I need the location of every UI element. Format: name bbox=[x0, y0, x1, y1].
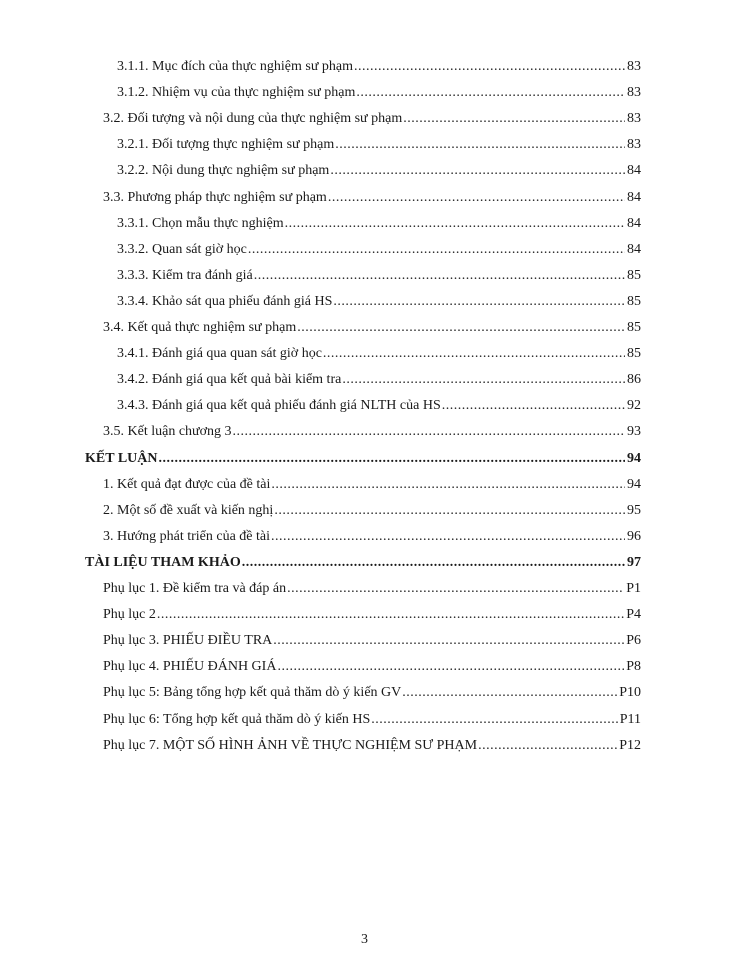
toc-entry bbox=[103, 727, 641, 755]
toc-entry bbox=[103, 413, 641, 441]
toc-entry-label: 3.3.2. Quan sát giờ học bbox=[117, 241, 247, 257]
toc-entry bbox=[117, 48, 641, 76]
toc-entry-label: Phụ lục 5: Bảng tổng hợp kết quả thăm dò ý kiến GV bbox=[103, 685, 402, 701]
toc-entry-page: 93 bbox=[627, 424, 641, 440]
toc-entry-label: KẾT LUẬN bbox=[85, 450, 158, 466]
toc-entry-label: 3.1.2. Nhiệm vụ của thực nghiệm sư phạm bbox=[117, 85, 356, 101]
toc-entry bbox=[117, 387, 641, 415]
toc-entry-label: 3.3. Phương pháp thực nghiệm sư phạm bbox=[103, 189, 327, 205]
toc-entry bbox=[103, 570, 641, 598]
toc-entry-label: 3.4.1. Đánh giá qua quan sát giờ học bbox=[117, 346, 322, 362]
toc-entry-label: 3.1.1. Mục đích của thực nghiệm sư phạm bbox=[117, 59, 354, 74]
toc-entry bbox=[117, 126, 641, 154]
toc-entry-label: Phụ lục 3. PHIẾU ĐIỀU TRA bbox=[103, 633, 273, 649]
toc-entry-label: 3.2. Đối tượng và nội dung của thực nghiệm sư phạm bbox=[103, 111, 403, 127]
toc-entry bbox=[85, 440, 641, 468]
toc-entry bbox=[117, 231, 641, 259]
toc-entry bbox=[85, 544, 641, 572]
toc-entry-label: 3.3.4. Khảo sát qua phiếu đánh giá HS bbox=[117, 293, 333, 309]
toc-entry-page: P11 bbox=[619, 711, 641, 727]
toc-entry-page: P1 bbox=[626, 581, 641, 596]
toc-entry-page: 86 bbox=[627, 372, 641, 388]
toc-entry bbox=[103, 648, 641, 676]
toc-entry bbox=[103, 674, 641, 702]
toc-entry-page: P10 bbox=[619, 685, 641, 701]
toc-entry-page: P6 bbox=[626, 633, 641, 649]
toc-entry-label: 3.3.1. Chọn mẫu thực nghiệm bbox=[117, 215, 284, 231]
toc-entry-page: 92 bbox=[627, 398, 641, 414]
toc-entry-page: 85 bbox=[627, 293, 641, 309]
toc-entry-page: 83 bbox=[627, 59, 641, 74]
toc-entry-page: 84 bbox=[627, 215, 641, 231]
toc-entry-page: 84 bbox=[627, 189, 641, 205]
toc-entry-label: TÀI LIỆU THAM KHẢO bbox=[85, 554, 241, 570]
toc-entry bbox=[103, 309, 641, 337]
toc-entry-page: P4 bbox=[626, 607, 641, 623]
toc-entry-label: 3.4.2. Đánh giá qua kết quả bài kiểm tra bbox=[117, 372, 342, 388]
toc-entry-page: 83 bbox=[627, 111, 641, 127]
toc-entry bbox=[117, 74, 641, 102]
toc-entry bbox=[117, 205, 641, 233]
toc-leader-dots bbox=[478, 737, 617, 755]
toc-entry bbox=[117, 152, 641, 180]
toc-entry-label: 3.4. Kết quả thực nghiệm sư phạm bbox=[103, 320, 297, 335]
toc-entry-page: 97 bbox=[627, 554, 641, 570]
toc-entry-label: Phụ lục 2 bbox=[103, 607, 156, 623]
toc-entry-label: 3.4.3. Đánh giá qua kết quả phiếu đánh giá NLTH của HS bbox=[117, 398, 441, 414]
toc-entry-label: Phụ lục 1. Đề kiểm tra và đáp án bbox=[103, 581, 287, 596]
toc-entry-label: 1. Kết quả đạt được của đề tài bbox=[103, 476, 271, 492]
toc-entry-label: Phụ lục 7. MỘT SỐ HÌNH ẢNH VỀ THỰC NGHIỆM SƯ PHẠM bbox=[103, 737, 478, 753]
toc-entry bbox=[103, 701, 641, 729]
toc-entry bbox=[117, 283, 641, 311]
toc-entry bbox=[117, 361, 641, 389]
toc-entry-page: 84 bbox=[627, 163, 641, 179]
toc-entry-label: 3.5. Kết luận chương 3 bbox=[103, 424, 232, 440]
toc-entry bbox=[117, 257, 641, 285]
toc-entry bbox=[103, 596, 641, 624]
toc-entry bbox=[103, 179, 641, 207]
toc-entry bbox=[103, 466, 641, 494]
toc-entry-page: 85 bbox=[627, 267, 641, 283]
toc-entry-label: 3.2.2. Nội dung thực nghiệm sư phạm bbox=[117, 163, 330, 179]
toc-entry-label: Phụ lục 6: Tổng hợp kết quả thăm dò ý kiến HS bbox=[103, 711, 371, 727]
toc-entry bbox=[103, 492, 641, 520]
toc-entry-page: P12 bbox=[619, 737, 641, 753]
toc-entry-page: 83 bbox=[627, 85, 641, 101]
toc-entry-page: 94 bbox=[627, 450, 641, 466]
toc-entry-page: 84 bbox=[627, 241, 641, 257]
toc-entry-label: 3.3.3. Kiểm tra đánh giá bbox=[117, 267, 253, 283]
page-number: 3 bbox=[361, 932, 368, 947]
toc-entry bbox=[103, 100, 641, 128]
toc-entry-page: 95 bbox=[627, 502, 641, 518]
toc-entry-label: 2. Một số đề xuất và kiến nghị bbox=[103, 502, 274, 518]
toc-entry-label: Phụ lục 4. PHIẾU ĐÁNH GIÁ bbox=[103, 659, 277, 675]
toc-entry-page: 85 bbox=[627, 320, 641, 335]
toc-entry bbox=[103, 518, 641, 546]
toc-entry-page: 96 bbox=[627, 528, 641, 544]
toc-entry-label: 3. Hướng phát triển của đề tài bbox=[103, 528, 270, 544]
toc-entry-page: 94 bbox=[627, 476, 641, 492]
toc-entry-page: 85 bbox=[627, 346, 641, 362]
toc-entry bbox=[117, 335, 641, 363]
toc-entry-page: 83 bbox=[627, 137, 641, 153]
toc-entry-page: P8 bbox=[626, 659, 641, 675]
toc-entry-label: 3.2.1. Đối tượng thực nghiệm sư phạm bbox=[117, 137, 335, 153]
toc-entry bbox=[103, 622, 641, 650]
